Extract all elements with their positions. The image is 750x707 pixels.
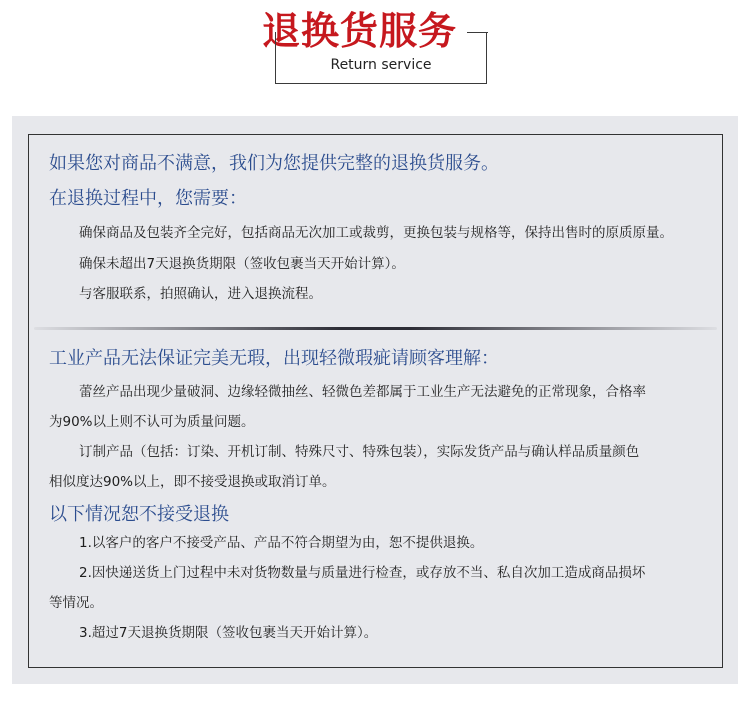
lace-note-line-1: 蕾丝产品出现少量破洞、边缘轻微抽丝、轻微色差都属于工业生产无法避免的正常现象，合格率 — [79, 384, 646, 400]
custom-note-line-2: 相似度达90%以上，即不接受退换或取消订单。 — [49, 474, 336, 490]
process-heading: 在退换过程中，您需要： — [49, 188, 247, 209]
quality-heading: 工业产品无法保证完美无瑕，出现轻微瑕疵请顾客理解： — [49, 348, 499, 369]
page-title: 退换货服务 — [262, 9, 458, 53]
exclusion-item-2-line-2: 等情况。 — [49, 595, 103, 611]
exclusions-heading: 以下情况恕不接受退换 — [49, 504, 229, 525]
section-divider — [34, 327, 717, 330]
process-item-2: 确保未超出7天退换货期限（签收包裹当天开始计算）。 — [79, 256, 405, 272]
lace-note-line-2: 为90%以上则不认可为质量问题。 — [49, 414, 255, 430]
title-frame-tick — [467, 32, 488, 33]
exclusion-item-3: 3.超过7天退换货期限（签收包裹当天开始计算）。 — [79, 625, 378, 641]
process-item-3: 与客服联系，拍照确认，进入退换流程。 — [79, 286, 322, 302]
intro-heading: 如果您对商品不满意，我们为您提供完整的退换货服务。 — [49, 153, 499, 174]
process-item-1: 确保商品及包装齐全完好，包括商品无次加工或裁剪，更换包装与规格等，保持出售时的原质原量。 — [79, 225, 673, 241]
exclusion-item-1: 1.以客户的客户不接受产品、产品不符合期望为由，恕不提供退换。 — [79, 535, 484, 551]
custom-note-line-1: 订制产品（包括：订染、开机订制、特殊尺寸、特殊包装），实际发货产品与确认样品质量颜色 — [79, 444, 640, 460]
exclusion-item-2-line-1: 2.因快递送货上门过程中未对货物数量与质量进行检查，或存放不当、私自次加工造成商品损坏 — [79, 565, 646, 581]
page-subtitle: Return service — [330, 57, 432, 73]
